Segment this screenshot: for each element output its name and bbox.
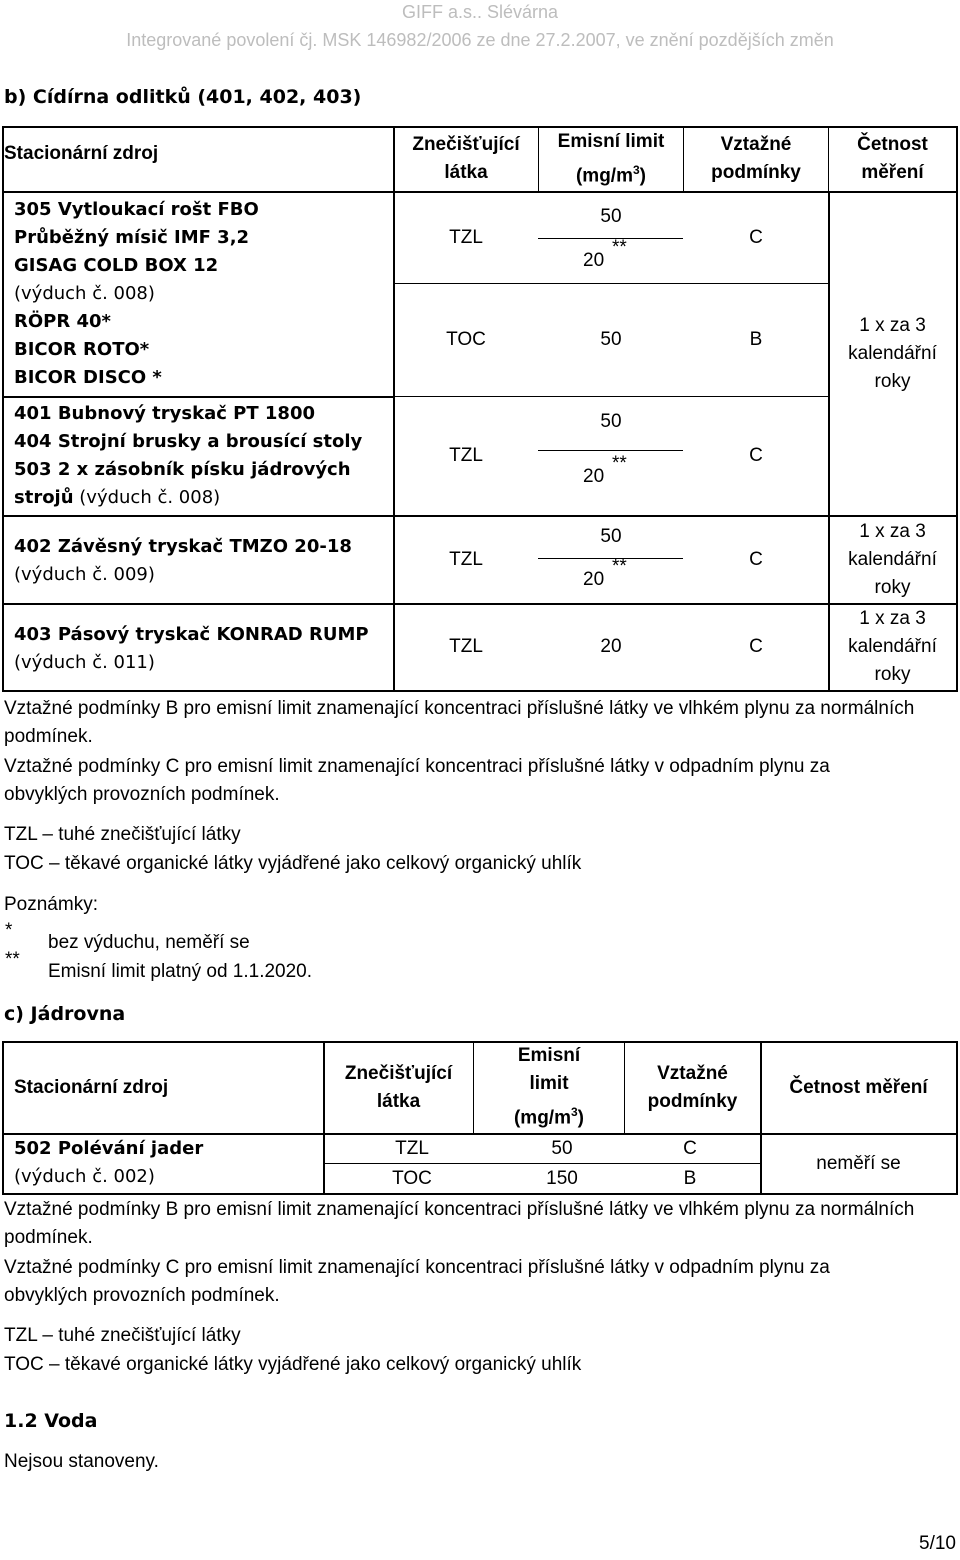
- c-header-limit: Emisní limit $(mg/m^3)$: [513, 1045, 584, 1129]
- section-b-title: b) Cídírna odlitků (401, 402, 403): [4, 86, 362, 108]
- c-row1-condition: C: [683, 1137, 697, 1159]
- row1-stars: **: [612, 237, 627, 258]
- c-note-c-conditions: Vztažné podmínky C pro emisní limit znamenající koncentraci příslušné látky v odpadním plynu za obvyklých provozních podmínek.: [4, 1257, 830, 1306]
- row2-limit: 50: [600, 329, 622, 350]
- c-header-frequency: Četnost měření: [789, 1076, 928, 1098]
- row403-condition: C: [749, 636, 763, 657]
- section-water-text: Nejsou stanoveny.: [4, 1451, 159, 1472]
- row1-substance: TZL: [449, 226, 483, 248]
- remark-star1: *: [5, 920, 13, 941]
- row2-substance: TOC: [446, 329, 486, 350]
- remark-star1-text: bez výduchu, neměří se: [48, 932, 250, 953]
- c-row1-limit: 50: [551, 1137, 573, 1159]
- c-row1-substance: TZL: [395, 1137, 429, 1159]
- sources-group1a: 305 Vytloukací rošt FBO Průběžný mísič IMF 3,2 GISAG COLD BOX 12 (výduch č. 008) RÖPR 40* BICOR ROTO* BICOR DISCO *: [14, 199, 259, 388]
- row3-limit-top: 50: [600, 411, 622, 432]
- row1-limit-top: 50: [600, 206, 622, 227]
- row3-limit-bottom: 20: [583, 466, 605, 487]
- note-c-conditions: Vztažné podmínky C pro emisní limit znamenající koncentraci příslušné látky v odpadním plynu za obvyklých provozních podmínek.: [4, 756, 830, 805]
- note-b-conditions: Vztažné podmínky B pro emisní limit znamenající koncentraci příslušné látky ve vlhkém plynu za normálních podmínek.: [4, 698, 915, 747]
- header-frequency: Četnost měření: [857, 134, 928, 183]
- c-source: 502 Polévání jader (výduch č. 002): [14, 1138, 204, 1187]
- c-row2-limit: 150: [546, 1167, 578, 1189]
- note-toc: TOC – těkavé organické látky vyjádřené jako celkový organický uhlík: [4, 853, 582, 874]
- c-header-conditions: Vztažné podmínky: [647, 1062, 738, 1112]
- section-water-title: 1.2 Voda: [4, 1410, 98, 1432]
- c-header-source: Stacionární zdroj: [14, 1076, 169, 1098]
- c-note-b-conditions: Vztažné podmínky B pro emisní limit znamenající koncentraci příslušné látky ve vlhkém plynu za normálních podmínek.: [4, 1199, 915, 1248]
- row403-limit: 20: [600, 636, 622, 657]
- row1-condition: C: [749, 226, 763, 248]
- header-company: GIFF a.s.. Slévárna: [401, 2, 559, 22]
- row402-source: 402 Závěsný tryskač TMZO 20-18 (výduch č. 009): [14, 536, 352, 585]
- row3-substance: TZL: [449, 445, 483, 466]
- row403-substance: TZL: [449, 636, 483, 657]
- row3-stars: **: [612, 453, 627, 474]
- header-limit: Emisní limit $(mg/m^3)$: [557, 130, 665, 187]
- c-row2-substance: TOC: [392, 1167, 432, 1189]
- row403-source: 403 Pásový tryskač KONRAD RUMP (výduch č. 011): [14, 624, 369, 673]
- c-note-toc: TOC – těkavé organické látky vyjádřené jako celkový organický uhlík: [4, 1354, 582, 1375]
- row402-stars: **: [612, 556, 627, 577]
- section-c-title: c) Jádrovna: [4, 1003, 126, 1025]
- c-note-tzl: TZL – tuhé znečišťující látky: [4, 1325, 241, 1346]
- remark-star2: **: [5, 949, 20, 970]
- c-frequency: neměří se: [816, 1152, 901, 1174]
- row402-limit-bottom: 20: [583, 569, 605, 590]
- row402-frequency: 1 x za 3 kalendářní roky: [848, 520, 937, 598]
- remark-star2-text: Emisní limit platný od 1.1.2020.: [48, 961, 313, 982]
- note-tzl: TZL – tuhé znečišťující látky: [4, 824, 241, 845]
- row402-substance: TZL: [449, 548, 483, 570]
- sources-group1c: 401 Bubnový tryskač PT 1800 404 Strojní brusky a brousící stoly 503 2 x zásobník písku jádrových strojů (výduch č. 008): [14, 403, 363, 508]
- row3-condition: C: [749, 445, 763, 466]
- page-number: 5/10: [919, 1533, 956, 1554]
- c-header-substance: Znečišťující látka: [344, 1062, 453, 1112]
- row402-condition: C: [749, 548, 763, 570]
- row2-condition: B: [749, 329, 763, 350]
- group1-frequency: 1 x za 3 kalendářní roky: [848, 314, 937, 392]
- c-row2-condition: B: [683, 1167, 697, 1189]
- header-source: Stacionární zdroj: [4, 143, 159, 164]
- remarks-title: Poznámky:: [4, 894, 98, 915]
- header-conditions: Vztažné podmínky: [711, 134, 801, 183]
- row1-limit-bottom: 20: [583, 250, 605, 271]
- row403-frequency: 1 x za 3 kalendářní roky: [848, 608, 937, 685]
- header-substance: Znečišťující látka: [412, 134, 520, 183]
- row402-limit-top: 50: [600, 526, 622, 547]
- header-permit: Integrované povolení čj. MSK 146982/2006 ze dne 27.2.2007, ve znění pozdějších změn: [126, 30, 834, 50]
